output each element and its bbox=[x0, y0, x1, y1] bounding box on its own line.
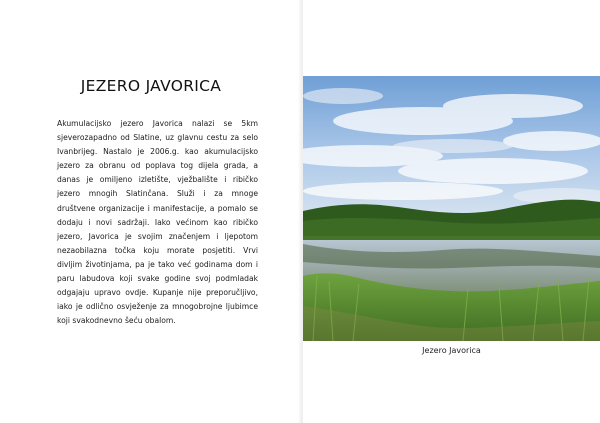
page-title: JEZERO JAVORICA bbox=[80, 77, 222, 95]
photo-caption: Jezero Javorica bbox=[422, 346, 481, 355]
right-page bbox=[303, 0, 600, 423]
body-paragraph: Akumulacijsko jezero Javorica nalazi se 5km sjeverozapadno od Slatine, uz glavnu cestu za selo Ivanbrijeg. Nastalo je 2006.g. kao akumulacijsko jezero za obranu od poplava tog dijela grada, a danas je omiljeno izletište, vježbalište i ribičko jezero mnogih Slatinčana. Služi i za mnoge društvene organizacije i manifestacije, a pomalo se dodaju i novi sadržaji. Iako većinom kao ribičko jezero, Javorica je svojim značenjem i ljepotom nezaobilazna točka koju morate posjetiti. Vrvi divljim životinjama, pa je tako već godinama dom i paru labudova koji svake godine svoj podmladak odgajaju upravo ovdje. Kupanje nije preporučljivo, iako je odlično osvježenje za mnogobrojne ljubimce koji svakodnevno šeću obalom. bbox=[57, 119, 258, 326]
lake-photo bbox=[303, 76, 600, 341]
